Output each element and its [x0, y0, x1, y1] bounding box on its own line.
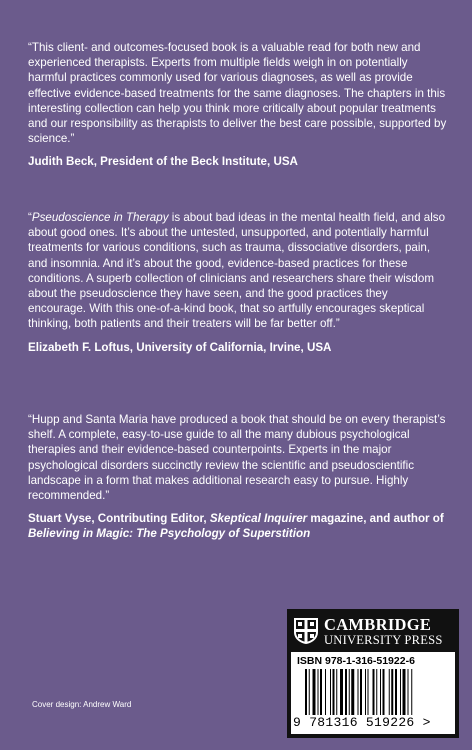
book-title: Believing in Magic: The Psychology of Superstition — [28, 527, 311, 541]
endorsement-loftus — [28, 210, 448, 355]
isbn-label: ISBN 978-1-316-51922-6 — [297, 655, 415, 667]
endorsement-attribution — [28, 511, 448, 541]
attribution-part: Stuart Vyse, Contributing Editor, — [28, 512, 210, 526]
endorsement-text: “Hupp and Santa Maria have produced a book that should be on every therapist’s shelf. A complete, easy-to-use guide to all the many dubious psychological therapies and their evidence-based counterpoints. Experts in the major psychological disorders succinctly review the scientific and pseudoscientific landscape in a form that makes additional research easy to pursue. Highly recommended.” — [28, 413, 446, 503]
publisher-name: CAMBRIDGE — [324, 615, 432, 634]
endorsement-attribution: Elizabeth F. Loftus, University of California, Irvine, USA — [28, 340, 332, 354]
publisher-subname: UNIVERSITY PRESS — [324, 633, 443, 647]
magazine-title: Skeptical Inquirer — [209, 512, 308, 526]
barcode-panel — [291, 652, 455, 734]
endorsement-text: “This client- and outcomes-focused book is a valuable read for both new and experienced therapists. Experts from multiple fields weigh in on potentially harmful practices commonly used for various diagnoses, as well as provide effective evidence-based treatments for the same diagnoses. The chapters in this interesting collection can help you think more critically about popular treatments and our responsibility as therapists to deliver the best care possible, supported by science.” — [28, 41, 447, 146]
book-title: Pseudoscience in Therapy — [31, 211, 169, 224]
attribution-part: magazine, and author of — [307, 512, 444, 526]
endorsement-text — [28, 210, 448, 332]
endorsement-beck — [28, 40, 448, 170]
open-quote: “ — [28, 211, 32, 224]
endorsement-body: is about bad ideas in the mental health field, and also about good ones. It’s about the untested, unsupported, and potentially harmful treatments for various conditions, such as trauma, dissociative disorders, pain, and insomnia. And it’s about the good, evidence-based practices for these conditions. A superb collection of clinicians and researchers share their wisdom about the pseudoscience they have seen, and the good practices they encourage. With this one-of-a-kind book, that so artfully encourages skeptical thinking, both patients and their treaters will be far better off.” — [28, 211, 446, 331]
cambridge-shield-icon — [293, 617, 319, 645]
cover-design-credit: Cover design: Andrew Ward — [32, 700, 132, 709]
endorsement-vyse — [28, 412, 448, 542]
barcode-icon — [305, 669, 445, 715]
endorsement-attribution: Judith Beck, President of the Beck Institute, USA — [28, 155, 298, 169]
publisher-block — [287, 609, 459, 738]
barcode-digits: 9 781316 519226 > — [293, 715, 431, 730]
